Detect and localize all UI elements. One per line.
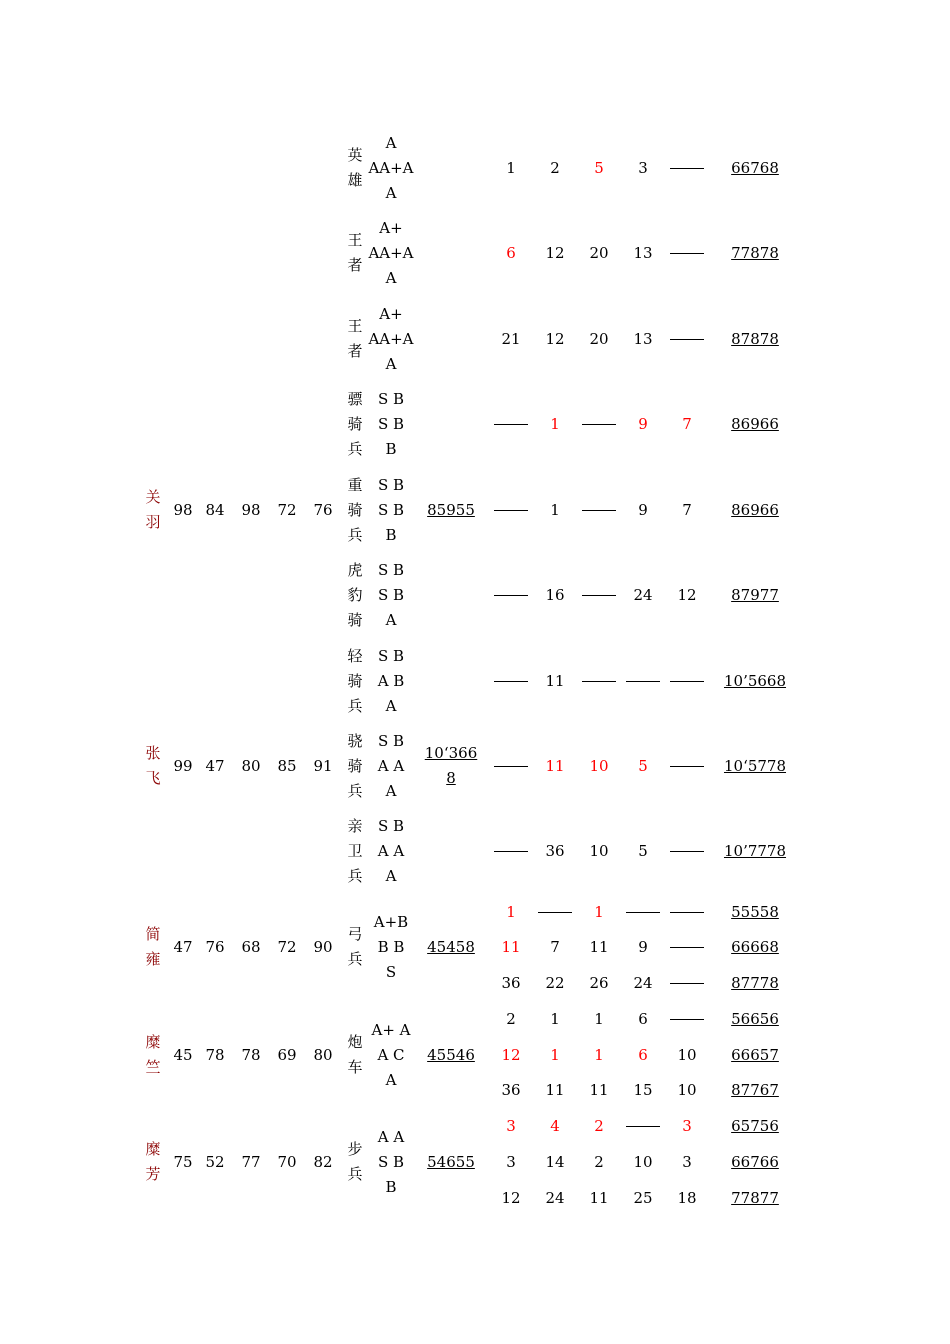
general-stat: 91 (313, 757, 333, 775)
unit-grade-line: A (385, 866, 397, 885)
row-value: 22 (545, 974, 565, 992)
general-stat: 70 (277, 1153, 297, 1171)
row-code: 77877 (731, 1189, 779, 1207)
unit-type-line: 亲 (347, 816, 363, 835)
unit-type-line: 兵 (347, 525, 363, 544)
unit-grade-line: A B (377, 671, 405, 690)
unit-grade-line: A (385, 610, 397, 629)
general-stat: 72 (277, 938, 297, 956)
general-code-line: 8 (446, 769, 456, 787)
unit-grade-line: S B (377, 414, 405, 433)
general-code-line: 10‘366 (424, 744, 478, 762)
row-value: 12 (501, 1046, 521, 1064)
row-value: 11 (589, 1081, 609, 1099)
unit-type-line: 骑 (347, 671, 363, 690)
row-value: 3 (682, 1117, 692, 1135)
general-stat: 90 (313, 938, 333, 956)
general-name-line: 简 (145, 925, 161, 943)
row-code: 10’7778 (723, 842, 787, 860)
row-value: 13 (633, 330, 653, 348)
general-stat: 68 (241, 938, 261, 956)
row-code: 86966 (731, 415, 779, 433)
row-value: 16 (545, 586, 565, 604)
unit-grade (351, 644, 431, 719)
row-code: 87878 (731, 330, 779, 348)
unit-grade-line: AA+A (368, 329, 414, 348)
unit-type-line: 骑 (347, 414, 363, 433)
row-code: 55558 (731, 903, 779, 921)
row-code: 10‘5778 (723, 757, 787, 775)
row-code: 66768 (731, 159, 779, 177)
row-value: 26 (589, 974, 609, 992)
row-value: 1 (506, 159, 516, 177)
unit-grade-line: S B (377, 585, 405, 604)
unit-type-line: 者 (347, 256, 363, 274)
unit-type-line: 兵 (347, 781, 363, 800)
row-value: 36 (501, 1081, 521, 1099)
row-value: 12 (501, 1189, 521, 1207)
general-name-line: 飞 (145, 769, 161, 787)
unit-grade-line: B (385, 1177, 397, 1196)
unit-grade (351, 814, 431, 889)
row-code: 66657 (731, 1046, 779, 1064)
general-stat: 75 (173, 1153, 193, 1171)
row-code: 86966 (731, 501, 779, 519)
unit-grade-line: S B (377, 500, 405, 519)
unit-grade-line: A (385, 696, 397, 715)
unit-grade-line: S B (377, 389, 405, 408)
general-name-line: 竺 (145, 1058, 161, 1076)
unit-type-line: 重 (347, 475, 363, 494)
unit-grade (351, 558, 431, 633)
unit-type-line: 弓 (347, 925, 363, 943)
row-value: 2 (594, 1153, 604, 1171)
row-value: 36 (545, 842, 565, 860)
general-code: 85955 (427, 501, 475, 519)
row-value: 25 (633, 1189, 653, 1207)
unit-grade-line: A+B (373, 912, 409, 931)
general-name-line: 关 (145, 488, 161, 506)
row-value: 2 (506, 1010, 516, 1028)
unit-type-line: 骁 (347, 731, 363, 750)
unit-type-line: 骑 (347, 756, 363, 775)
row-value: 12 (545, 244, 565, 262)
unit-type-line: 兵 (347, 1165, 363, 1183)
dash-mark (626, 912, 660, 913)
general-stat: 85 (277, 757, 297, 775)
unit-grade-line: A (385, 133, 397, 152)
row-value: 5 (594, 159, 604, 177)
row-value: 11 (501, 938, 521, 956)
unit-type-line: 兵 (347, 439, 363, 458)
general-stat: 52 (205, 1153, 225, 1171)
unit-type-line: 骑 (347, 500, 363, 519)
row-code: 65756 (731, 1117, 779, 1135)
unit-grade-line: S B (377, 560, 405, 579)
unit-type-line: 兵 (347, 950, 363, 968)
row-value: 11 (545, 672, 565, 690)
unit-type-line: 兵 (347, 696, 363, 715)
row-code: 87977 (731, 586, 779, 604)
general-code: 45546 (427, 1046, 475, 1064)
general-code (411, 741, 491, 791)
row-code: 56656 (731, 1010, 779, 1028)
row-value: 12 (677, 586, 697, 604)
unit-grade-line: A A (377, 1127, 405, 1146)
unit-type-line: 步 (347, 1140, 363, 1158)
unit-type-line: 轻 (347, 646, 363, 665)
row-value: 1 (550, 1010, 560, 1028)
row-value: 2 (550, 159, 560, 177)
row-value: 10 (677, 1046, 697, 1064)
unit-grade-line: A (385, 781, 397, 800)
unit-grade-line: B (385, 525, 397, 544)
unit-grade-line: A A (377, 756, 405, 775)
general-name-line: 芳 (145, 1165, 161, 1183)
row-value: 9 (638, 415, 648, 433)
general-stat: 98 (173, 501, 193, 519)
general-stat: 78 (205, 1046, 225, 1064)
unit-grade-line: A (385, 354, 397, 373)
unit-grade-line: S B (377, 475, 405, 494)
general-stat: 99 (173, 757, 193, 775)
row-value: 9 (638, 938, 648, 956)
row-value: 3 (638, 159, 648, 177)
general-name-line: 雍 (145, 950, 161, 968)
unit-grade (351, 216, 431, 291)
row-value: 2 (594, 1117, 604, 1135)
unit-grade-line: A+ A (371, 1020, 411, 1039)
row-value: 6 (638, 1010, 648, 1028)
general-stat: 98 (241, 501, 261, 519)
row-value: 18 (677, 1189, 697, 1207)
unit-grade (351, 131, 431, 206)
row-value: 3 (506, 1117, 516, 1135)
unit-grade-line: A A (377, 841, 405, 860)
general-name-line: 糜 (145, 1033, 161, 1051)
row-value: 11 (589, 1189, 609, 1207)
unit-grade-line: B (385, 439, 397, 458)
row-value: 14 (545, 1153, 565, 1171)
unit-grade-line: S B (377, 646, 405, 665)
general-name-line: 羽 (145, 513, 161, 531)
row-value: 1 (550, 415, 560, 433)
row-value: 7 (550, 938, 560, 956)
general-stat: 78 (241, 1046, 261, 1064)
row-value: 10 (589, 757, 609, 775)
row-value: 3 (682, 1153, 692, 1171)
unit-type-line: 者 (347, 342, 363, 360)
unit-type-line: 车 (347, 1058, 363, 1076)
general-stat: 47 (173, 938, 193, 956)
general-stat: 84 (205, 501, 225, 519)
general-stat: 77 (241, 1153, 261, 1171)
row-value: 11 (545, 757, 565, 775)
row-value: 12 (545, 330, 565, 348)
row-code: 87767 (731, 1081, 779, 1099)
row-code: 10’5668 (723, 672, 787, 690)
row-value: 5 (638, 842, 648, 860)
row-code: 77878 (731, 244, 779, 262)
row-value: 1 (594, 903, 604, 921)
unit-type-line: 骠 (347, 389, 363, 408)
general-stat: 80 (313, 1046, 333, 1064)
row-code: 87778 (731, 974, 779, 992)
unit-grade-line: A (385, 1070, 397, 1089)
row-value: 6 (506, 244, 516, 262)
row-value: 6 (638, 1046, 648, 1064)
row-value: 1 (550, 1046, 560, 1064)
row-value: 4 (550, 1117, 560, 1135)
unit-grade-line: S B (377, 816, 405, 835)
dash-mark (582, 681, 616, 682)
row-value: 11 (545, 1081, 565, 1099)
row-value: 11 (589, 938, 609, 956)
general-stat: 76 (205, 938, 225, 956)
general-stat: 82 (313, 1153, 333, 1171)
unit-grade-line: A+ (379, 304, 403, 323)
row-value: 1 (550, 501, 560, 519)
unit-type-line: 雄 (347, 171, 363, 189)
unit-grade-line: A C (377, 1045, 405, 1064)
unit-grade-line: AA+A (368, 243, 414, 262)
unit-grade-line: A (385, 183, 397, 202)
unit-type-line: 王 (347, 317, 363, 335)
row-value: 21 (501, 330, 521, 348)
general-stat: 69 (277, 1046, 297, 1064)
general-stat: 80 (241, 757, 261, 775)
general-name-line: 糜 (145, 1140, 161, 1158)
row-code: 66766 (731, 1153, 779, 1171)
row-value: 7 (682, 415, 692, 433)
row-value: 10 (677, 1081, 697, 1099)
unit-grade (351, 387, 431, 462)
unit-type-line: 英 (347, 146, 363, 164)
unit-grade-line: AA+A (368, 158, 414, 177)
unit-type-line: 骑 (347, 610, 363, 629)
general-stat: 45 (173, 1046, 193, 1064)
row-value: 5 (638, 757, 648, 775)
row-value: 20 (589, 330, 609, 348)
general-code: 45458 (427, 938, 475, 956)
dash-mark (626, 681, 660, 682)
row-value: 10 (633, 1153, 653, 1171)
unit-grade-line: A+ (379, 218, 403, 237)
unit-grade-line: S B (377, 1152, 405, 1171)
row-value: 1 (594, 1046, 604, 1064)
unit-type-line: 王 (347, 231, 363, 249)
unit-type-line: 炮 (347, 1033, 363, 1051)
row-value: 7 (682, 501, 692, 519)
row-value: 1 (594, 1010, 604, 1028)
row-value: 20 (589, 244, 609, 262)
unit-grade-line: S B (377, 731, 405, 750)
unit-grade-line: B B (377, 937, 405, 956)
unit-grade-line: A (385, 268, 397, 287)
row-value: 9 (638, 501, 648, 519)
general-stat: 72 (277, 501, 297, 519)
general-stat: 76 (313, 501, 333, 519)
row-value: 10 (589, 842, 609, 860)
general-stat: 47 (205, 757, 225, 775)
unit-type-line: 虎 (347, 560, 363, 579)
row-value: 3 (506, 1153, 516, 1171)
general-name-line: 张 (145, 744, 161, 762)
unit-type-line: 卫 (347, 841, 363, 860)
row-value: 24 (633, 586, 653, 604)
row-value: 15 (633, 1081, 653, 1099)
unit-type-line: 豹 (347, 585, 363, 604)
row-value: 24 (633, 974, 653, 992)
unit-type-line: 兵 (347, 866, 363, 885)
row-value: 1 (506, 903, 516, 921)
general-code: 54655 (427, 1153, 475, 1171)
row-value: 13 (633, 244, 653, 262)
row-code: 66668 (731, 938, 779, 956)
row-value: 36 (501, 974, 521, 992)
row-value: 24 (545, 1189, 565, 1207)
unit-grade-line: S (385, 962, 397, 981)
unit-grade (351, 302, 431, 377)
